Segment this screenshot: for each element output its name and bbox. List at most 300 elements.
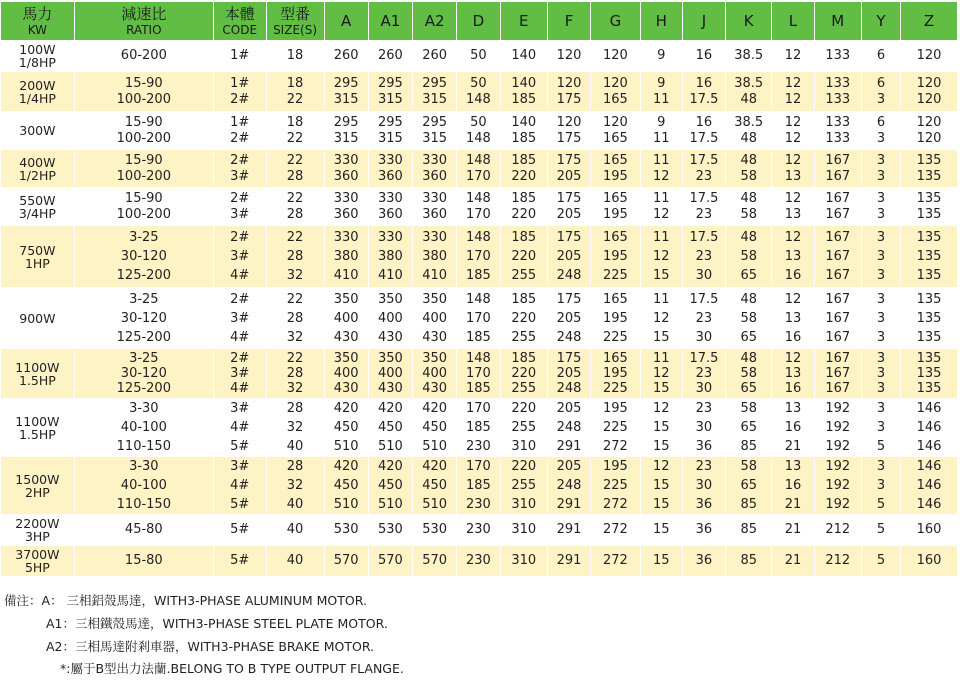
table-row [1,188,958,226]
cell-value: 135 [916,153,942,168]
cell-value: 510 [333,497,359,512]
cell-value: 165 [602,91,628,107]
cell-value: 125-200 [116,381,171,396]
cell-value: 192 [825,420,851,435]
data-cell [74,41,213,72]
cell-value: 420 [333,401,359,416]
cell-value: 5 [876,522,886,538]
cell-value: 28 [286,459,304,474]
cell-value: 9 [657,115,666,130]
cell-value: 21 [784,497,802,512]
notes-block [4,590,404,681]
data-cell [772,515,814,546]
data-cell [591,457,641,515]
power-cell [1,515,75,546]
cell-value: 38.5 [734,115,764,130]
cell-value: 28 [286,401,304,416]
table-row [1,349,958,399]
data-cell [640,150,682,188]
cell-value: 140 [511,76,537,91]
data-cell [500,399,547,457]
cell-value: 22 [286,291,304,307]
cell-value: 12 [784,153,802,168]
data-cell [861,349,900,399]
cell-value: 23 [695,459,713,474]
cell-value: 16 [784,381,802,396]
data-cell [368,226,412,288]
header-row [1,2,958,41]
data-cell [682,188,725,226]
cell-value: 350 [333,291,359,307]
cell-value: 360 [422,168,448,184]
cell-value: 15 [652,439,670,454]
cell-value: 170 [466,249,491,264]
data-cell [324,41,368,72]
cell-value: 85 [740,553,757,569]
column-header [640,2,682,41]
cell-value: 12 [652,310,670,326]
data-cell [324,112,368,150]
cell-value: 40 [286,497,304,512]
data-cell [413,150,457,188]
cell-value: 291 [556,553,582,569]
cell-value: 170 [466,366,491,381]
power-value: 1.5HP [18,426,56,442]
cell-value: 23 [695,366,713,381]
cell-value: 295 [422,115,448,130]
cell-value: 13 [784,459,802,474]
data-cell [772,546,814,577]
data-cell [861,399,900,457]
cell-value: 185 [511,230,537,245]
data-cell [726,112,772,150]
cell-value: 120 [602,48,628,64]
cell-value: 12 [784,291,802,307]
data-cell [547,546,590,577]
cell-value: 125-200 [116,268,171,283]
cell-value: 13 [784,366,802,381]
cell-value: 175 [556,130,582,146]
data-cell [74,226,213,288]
data-cell [900,72,957,112]
data-cell [547,72,590,112]
data-cell [413,546,457,577]
power-cell [1,288,75,349]
data-cell [726,399,772,457]
power-cell [1,399,75,457]
data-cell [861,546,900,577]
cell-value: 28 [286,168,304,184]
data-cell [640,72,682,112]
power-value: 1/8HP [18,55,56,70]
data-cell [591,399,641,457]
cell-value: 3 [876,268,886,283]
data-cell [772,41,814,72]
data-cell [368,72,412,112]
data-cell [814,399,861,457]
data-cell [900,112,957,150]
cell-value: 3 [876,401,886,416]
cell-value: 167 [825,351,851,366]
cell-value: 225 [602,268,628,283]
data-cell [726,188,772,226]
cell-value: 410 [422,268,448,283]
cell-value: 430 [422,329,448,345]
cell-value: 272 [602,439,628,454]
power-cell [1,349,75,399]
cell-value: 120 [556,115,582,130]
table-row [1,546,958,577]
cell-value: 100-200 [116,91,171,107]
power-value: 550W [19,192,56,208]
data-cell [213,349,266,399]
cell-value: 3-30 [129,459,159,474]
cell-value: 510 [422,439,448,454]
data-cell [213,457,266,515]
cell-value: 350 [422,351,448,366]
data-cell [368,515,412,546]
cell-value: 146 [916,439,942,454]
cell-value: 230 [466,522,491,538]
data-cell [772,349,814,399]
cell-value: 36 [695,497,713,512]
cell-value: 16 [784,268,802,283]
column-header [682,2,725,41]
cell-value: 185 [511,130,537,146]
cell-value: 120 [556,76,582,91]
data-cell [457,288,500,349]
cell-value: 380 [333,249,359,264]
data-cell [266,72,324,112]
data-cell [74,112,213,150]
power-cell [1,112,75,150]
data-cell [457,399,500,457]
data-cell [74,546,213,577]
cell-value: 16 [695,48,713,64]
cell-value: 58 [740,206,757,222]
cell-value: 12 [784,115,802,130]
data-cell [266,457,324,515]
data-cell [413,288,457,349]
cell-value: 248 [556,329,582,345]
cell-value: 17.5 [689,91,719,107]
power-value: 750W [19,242,56,258]
cell-value: 330 [333,153,359,168]
column-header [547,2,590,41]
cell-value: 36 [695,522,713,538]
column-header-en: G [609,11,622,30]
cell-value: 15 [652,478,670,493]
cell-value: 30 [695,420,713,435]
cell-value: 310 [511,439,537,454]
note-flange: *:屬于B型出力法蘭.BELONG TO B TYPE OUTPUT FLANGE. [60,661,404,677]
cell-value: 450 [378,420,403,435]
cell-value: 205 [556,366,582,381]
cell-value: 225 [602,420,628,435]
cell-value: 32 [286,381,304,396]
data-cell [500,515,547,546]
cell-value: 58 [740,168,757,184]
data-cell [591,226,641,288]
cell-value: 195 [602,168,628,184]
cell-value: 11 [652,130,670,146]
data-cell [457,349,500,399]
data-cell [324,515,368,546]
data-cell [213,288,266,349]
table-row [1,399,958,457]
cell-value: 167 [825,381,851,396]
cell-value: 58 [740,459,757,474]
cell-value: 16 [784,329,802,345]
data-cell [324,399,368,457]
cell-value: 17.5 [689,191,719,206]
data-cell [266,546,324,577]
cell-value: 315 [333,91,359,107]
data-cell [413,188,457,226]
cell-value: 248 [556,478,582,493]
cell-value: 9 [657,76,666,91]
cell-value: 175 [556,191,582,206]
cell-value: 23 [695,206,713,222]
table-row [1,150,958,188]
column-header-en: H [655,11,667,30]
cell-value: 12 [784,48,802,64]
cell-value: 3 [876,351,886,366]
cell-value: 330 [422,153,448,168]
data-cell [900,288,957,349]
data-cell [547,41,590,72]
cell-value: 291 [556,522,582,538]
data-cell [547,226,590,288]
cell-value: 11 [652,153,670,168]
cell-value: 212 [825,522,851,538]
cell-value: 185 [511,291,537,307]
cell-value: 30 [695,268,713,283]
cell-value: 22 [286,130,304,146]
cell-value: 291 [556,439,582,454]
data-cell [500,150,547,188]
cell-value: 3 [876,459,886,474]
cell-value: 48 [740,351,757,366]
cell-value: 32 [286,329,304,345]
cell-value: 12 [784,230,802,245]
power-value: 100W [19,42,56,57]
cell-value: 330 [378,153,403,168]
cell-value: 15 [652,329,670,345]
data-cell [861,41,900,72]
data-cell [814,226,861,288]
cell-value: 110-150 [116,497,171,512]
cell-value: 570 [333,553,359,569]
table-row [1,288,958,349]
data-cell [74,150,213,188]
column-header-en: A1 [380,11,401,30]
power-value: 3/4HP [18,205,56,221]
cell-value: 330 [333,230,359,245]
cell-value: 146 [916,497,942,512]
cell-value: 12 [652,206,670,222]
data-cell [640,349,682,399]
cell-value: 400 [422,310,448,326]
cell-value: 32 [286,478,304,493]
power-value: 1/2HP [18,167,56,183]
cell-value: 175 [556,351,582,366]
data-cell [266,288,324,349]
data-cell [74,457,213,515]
cell-value: 48 [740,130,757,146]
column-header-zh: 減速比 [121,4,167,23]
data-cell [726,546,772,577]
column-header-en: RATIO [126,22,162,37]
cell-value: 12 [784,191,802,206]
power-value: 5HP [24,560,50,575]
cell-value: 9 [657,48,666,64]
cell-value: 430 [378,381,403,396]
data-cell [640,546,682,577]
data-cell [500,546,547,577]
cell-value: 12 [784,130,802,146]
cell-value: 3# [230,168,250,184]
cell-value: 3# [230,206,250,222]
cell-value: 11 [652,91,670,107]
cell-value: 420 [333,459,359,474]
cell-value: 205 [556,401,582,416]
data-cell [591,150,641,188]
data-cell [457,72,500,112]
data-cell [726,349,772,399]
cell-value: 185 [466,420,491,435]
cell-value: 205 [556,249,582,264]
cell-value: 570 [422,553,448,569]
power-cell [1,546,75,577]
data-cell [682,457,725,515]
data-cell [861,288,900,349]
data-cell [682,41,725,72]
note-a [4,590,404,613]
cell-value: 3# [230,310,250,326]
cell-value: 175 [556,91,582,107]
data-cell [547,288,590,349]
cell-value: 3-25 [129,291,159,307]
cell-value: 260 [378,48,403,64]
power-cell [1,150,75,188]
cell-value: 5 [876,497,886,512]
cell-value: 11 [652,191,670,206]
cell-value: 40 [286,439,304,454]
cell-value: 36 [695,439,713,454]
cell-value: 135 [916,329,942,345]
column-header [266,2,324,41]
cell-value: 148 [466,230,491,245]
data-cell [368,150,412,188]
cell-value: 175 [556,153,582,168]
cell-value: 65 [740,478,757,493]
cell-value: 3 [876,191,886,206]
data-cell [266,112,324,150]
column-header [74,2,213,41]
cell-value: 220 [511,401,537,416]
cell-value: 185 [466,478,491,493]
cell-value: 3# [230,401,250,416]
cell-value: 3 [876,91,886,107]
cell-value: 135 [916,310,942,326]
cell-value: 85 [740,497,757,512]
cell-value: 420 [422,459,448,474]
data-cell [324,288,368,349]
cell-value: 120 [602,76,628,91]
cell-value: 225 [602,381,628,396]
data-cell [726,515,772,546]
cell-value: 220 [511,206,537,222]
power-value: 1/4HP [18,90,56,106]
data-cell [74,399,213,457]
data-cell [726,41,772,72]
note-a-text: A： 三相鋁殼馬達，WITH3-PHASE ALUMINUM MOTOR. [41,593,367,608]
data-cell [266,226,324,288]
data-cell [726,72,772,112]
cell-value: 1# [230,76,250,91]
column-header-en: D [472,11,485,30]
cell-value: 5# [230,497,250,512]
data-cell [900,188,957,226]
cell-value: 17.5 [689,230,719,245]
column-header-zh: 本體 [224,4,255,23]
cell-value: 167 [825,329,851,345]
cell-value: 5 [876,553,886,569]
cell-value: 167 [825,268,851,283]
cell-value: 420 [378,459,403,474]
cell-value: 23 [695,168,713,184]
data-cell [591,112,641,150]
cell-value: 135 [916,168,942,184]
cell-value: 16 [784,420,802,435]
data-cell [74,349,213,399]
cell-value: 40 [286,522,304,538]
cell-value: 3 [876,291,886,307]
cell-value: 48 [740,91,757,107]
table-row [1,112,958,150]
cell-value: 135 [916,268,942,283]
data-cell [266,188,324,226]
cell-value: 315 [378,91,403,107]
cell-value: 58 [740,401,757,416]
cell-value: 38.5 [734,76,764,91]
cell-value: 12 [784,351,802,366]
cell-value: 120 [916,76,942,91]
cell-value: 330 [422,230,448,245]
column-header-en: F [564,11,574,30]
data-cell [324,226,368,288]
cell-value: 3 [876,381,886,396]
cell-value: 3-25 [129,230,159,245]
data-cell [814,546,861,577]
data-cell [413,226,457,288]
cell-value: 185 [511,351,537,366]
cell-value: 85 [740,439,757,454]
cell-value: 530 [333,522,359,538]
cell-value: 120 [916,130,942,146]
power-cell [1,41,75,72]
cell-value: 510 [333,439,359,454]
cell-value: 175 [556,291,582,307]
cell-value: 133 [825,115,851,130]
data-cell [772,399,814,457]
cell-value: 50 [470,115,487,130]
cell-value: 2# [230,91,250,107]
data-cell [413,72,457,112]
cell-value: 23 [695,310,713,326]
cell-value: 185 [511,191,537,206]
